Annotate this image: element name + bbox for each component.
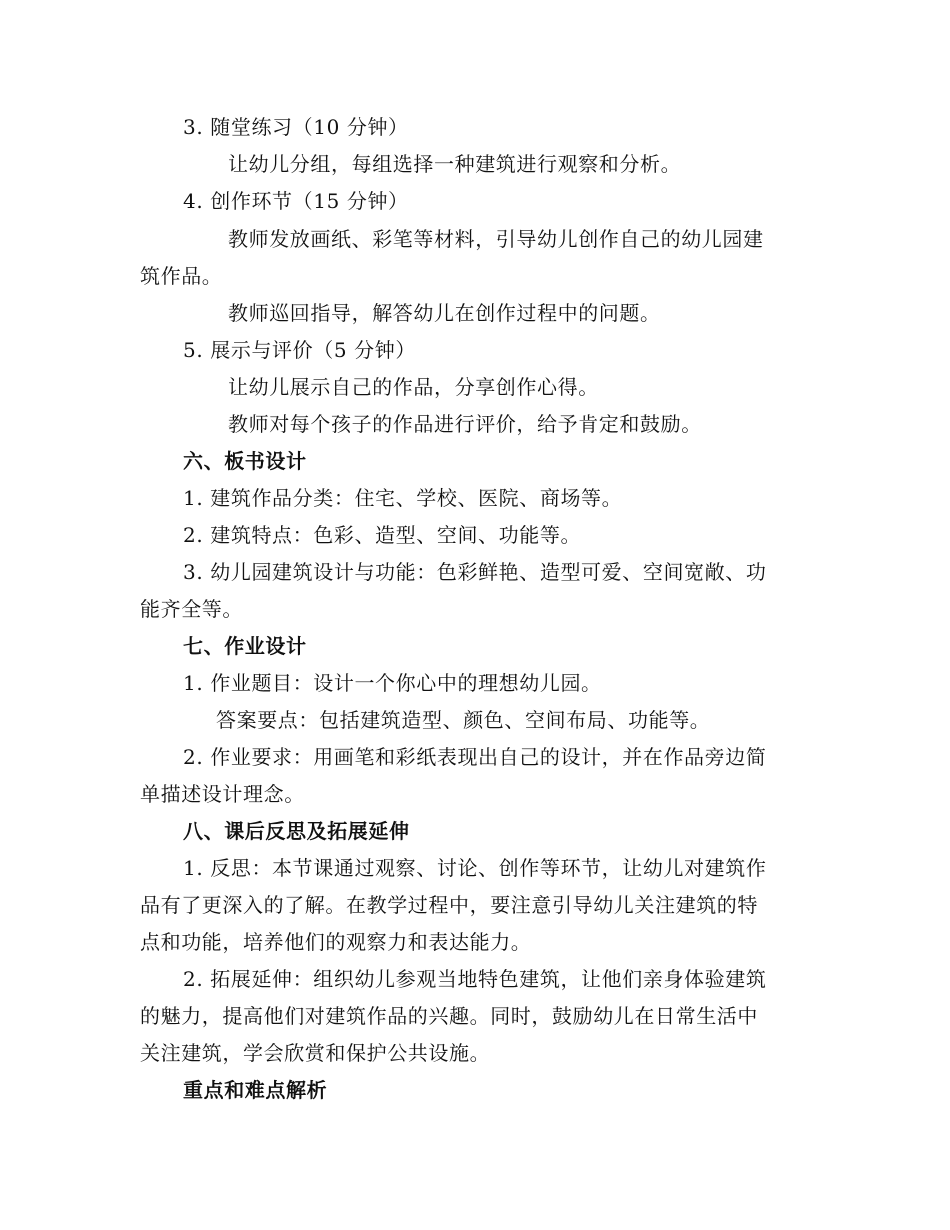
section-6-item-2: 2. 建筑特点：色彩、造型、空间、功能等。 — [183, 523, 582, 547]
step-3-heading: 3. 随堂练习（10 分钟） — [183, 115, 409, 139]
step-5-text-1: 让幼儿展示自己的作品，分享创作心得。 — [228, 375, 599, 399]
step-4-text-1-cont: 筑作品。 — [140, 264, 223, 288]
section-8-item-1-cont-2: 点和功能，培养他们的观察力和表达能力。 — [140, 930, 532, 954]
section-7-item-2: 2. 作业要求：用画笔和彩纸表现出自己的设计，并在作品旁边简 — [183, 745, 767, 769]
section-6-item-1: 1. 建筑作品分类：住宅、学校、医院、商场等。 — [183, 486, 623, 510]
step-4-heading: 4. 创作环节（15 分钟） — [183, 189, 409, 213]
key-points-heading: 重点和难点解析 — [183, 1078, 328, 1102]
section-6-item-3: 3. 幼儿园建筑设计与功能：色彩鲜艳、造型可爱、空间宽敞、功 — [183, 560, 767, 584]
step-5-heading: 5. 展示与评价（5 分钟） — [183, 338, 416, 362]
step-4-text-1: 教师发放画纸、彩笔等材料，引导幼儿创作自己的幼儿园建 — [228, 227, 764, 251]
section-8-item-1-cont-1: 品有了更深入的了解。在教学过程中，要注意引导幼儿关注建筑的特 — [140, 893, 758, 917]
section-6-heading: 六、板书设计 — [183, 449, 307, 473]
section-7-answer: 答案要点：包括建筑造型、颜色、空间布局、功能等。 — [216, 708, 711, 732]
section-8-item-2-cont-2: 关注建筑，学会欣赏和保护公共设施。 — [140, 1041, 491, 1065]
section-8-item-1: 1. 反思：本节课通过观察、讨论、创作等环节，让幼儿对建筑作 — [183, 856, 767, 880]
section-7-heading: 七、作业设计 — [183, 634, 307, 658]
step-3-text: 让幼儿分组，每组选择一种建筑进行观察和分析。 — [228, 152, 682, 176]
section-8-heading: 八、课后反思及拓展延伸 — [183, 819, 410, 843]
section-7-item-2-cont: 单描述设计理念。 — [140, 782, 305, 806]
section-7-item-1: 1. 作业题目：设计一个你心中的理想幼儿园。 — [183, 671, 602, 695]
section-8-item-2: 2. 拓展延伸：组织幼儿参观当地特色建筑，让他们亲身体验建筑 — [183, 967, 767, 991]
step-4-text-2: 教师巡回指导，解答幼儿在创作过程中的问题。 — [228, 301, 661, 325]
step-5-text-2: 教师对每个孩子的作品进行评价，给予肯定和鼓励。 — [228, 412, 702, 436]
section-8-item-2-cont-1: 的魅力，提高他们对建筑作品的兴趣。同时，鼓励幼儿在日常生活中 — [140, 1004, 758, 1028]
section-6-item-3-cont: 能齐全等。 — [140, 597, 243, 621]
